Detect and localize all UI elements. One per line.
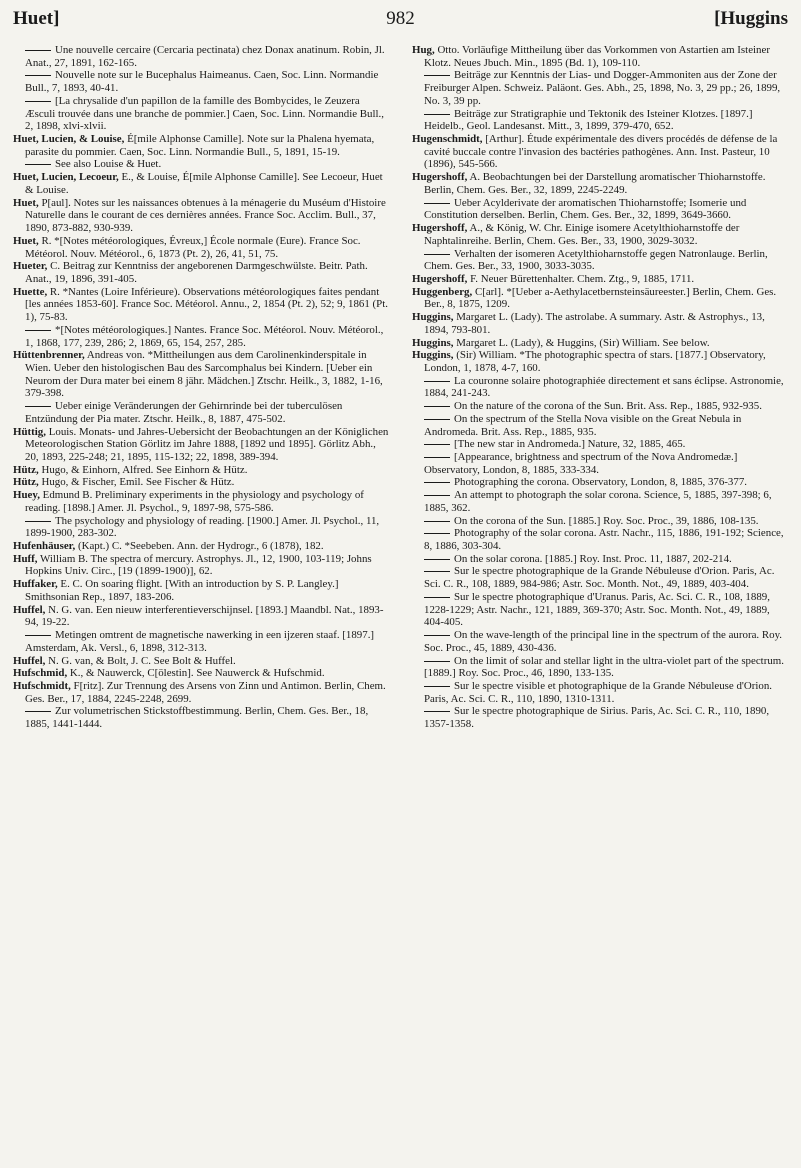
entry-citation: On the wave-length of the principal line in the spectrum of the aurora. Roy. Soc. Proc., 45, 1889, 430-436. bbox=[424, 629, 783, 654]
entry-citation: Louis. Monats- und Jahres-Uebersicht der Beobachtungen an der Königlichen Meteorologischen Station Görlitz im Jahre 1888, [1892 und 1895]. Görlitz Abh., 20, 1893, 225-248; 21, 1895, 115-132; 22, 1898, 389-394. bbox=[25, 425, 389, 463]
entry-author: Huffel, bbox=[13, 603, 46, 616]
entry-citation: N. G. van. Een nieuw interferentieverschijnsel. [1893.] Maandbl. Nat., 1893-94, 19-22. bbox=[25, 603, 384, 629]
entry-author: Hüttenbrenner, bbox=[13, 349, 85, 362]
entry-citation: Verhalten der isomeren Acetylthioharnstoffe gegen Natronlauge. Berlin, Chem. Ges. Ber., 33, 1900, 3033-3035. bbox=[424, 247, 768, 273]
repeat-author-dash bbox=[424, 521, 450, 522]
entry-citation: William B. The spectra of mercury. Astrophys. Jl., 12, 1900, 103-119; Johns Hopkins Univ. Circ., [19 (1899-1900)], 62. bbox=[25, 552, 372, 578]
entry-citation: Andreas von. *Mittheilungen aus dem Carolinenkinderspitale in Wien. Ueber den histologischen Bau des Sarcomphalus bei Kindern. [Ueber ein Neurom der Dura mater bei einem 8 jähr. Mädchen.] Ztschr. Heilk., 3, 1882, 1-16, 379-398. bbox=[25, 349, 383, 400]
entry-citation: Photographing the corona. Observatory, London, 8, 1885, 376-377. bbox=[454, 476, 747, 489]
entry-author: Hufschmidt, bbox=[13, 679, 71, 692]
entry-citation: An attempt to photograph the solar corona. Science, 5, 1885, 397-398; 6, 1885, 362. bbox=[424, 489, 772, 514]
bibliography-entry bbox=[412, 591, 792, 629]
bibliography-entry bbox=[13, 44, 389, 69]
bibliography-entry bbox=[13, 578, 389, 603]
repeat-author-dash bbox=[25, 711, 51, 712]
right-column bbox=[412, 44, 792, 731]
entry-author: Huggins, bbox=[412, 349, 454, 362]
bibliography-entry bbox=[412, 489, 792, 514]
repeat-author-dash bbox=[424, 571, 450, 572]
repeat-author-dash bbox=[25, 406, 51, 407]
bibliography-entry bbox=[13, 400, 389, 425]
entry-citation: Beiträge zur Stratigraphie und Tektonik des Isteiner Klotzes. [1897.] Heidelb., Geol. Landesanst. Mitt., 3, 1899, 379-470, 652. bbox=[424, 107, 753, 133]
header-left-term: Huet] bbox=[13, 8, 60, 29]
header-right-term: [Huggins bbox=[714, 8, 788, 29]
repeat-author-dash bbox=[25, 635, 51, 636]
entry-citation: P[aul]. Notes sur les naissances obtenues à la ménagerie du Muséum d'Histoire Naturelle dans le courant de ces dernières années. France Soc. Acclim. Bull., 37, 1890, 873-882, 930-939. bbox=[25, 196, 386, 235]
entry-citation: E. C. On soaring flight. [With an introduction by S. P. Langley.] Smithsonian Rep., 1897, 183-206. bbox=[25, 578, 339, 603]
bibliography-entry bbox=[412, 133, 792, 171]
entry-author: Hugershoff, bbox=[412, 272, 468, 285]
bibliography-entry bbox=[412, 476, 792, 489]
entry-citation: Une nouvelle cercaire (Cercaria pectinata) chez Donax anatinum. Robin, Jl. Anat., 27, 1891, 162-165. bbox=[25, 44, 385, 69]
entry-author: Huette, bbox=[13, 285, 48, 298]
bibliography-entry bbox=[13, 349, 389, 400]
bibliography-entry bbox=[13, 655, 389, 668]
entry-author: Hugershoff, bbox=[412, 222, 468, 235]
entry-citation: R. *Nantes (Loire Inférieure). Observations météorologiques faites pendant [les années 1853-60]. France Soc. Météorol. Annu., 2, 1854 (Pt. 2), 52; 9, 1861 (Pt. 1), 75-83. bbox=[25, 285, 388, 324]
bibliography-entry bbox=[13, 540, 389, 553]
bibliography-entry bbox=[412, 680, 792, 705]
repeat-author-dash bbox=[424, 635, 450, 636]
entry-citation: Metingen omtrent de magnetische nawerking in een ijzeren staaf. [1897.] Amsterdam, Ak. Versl., 6, 1898, 312-313. bbox=[25, 629, 375, 654]
repeat-author-dash bbox=[424, 406, 450, 407]
entry-citation: Sur le spectre photographique de la Grande Nébuleuse d'Orion. Paris, Ac. Sci. C. R., 108, 1889, 984-986; Astr. Soc. Month. Not., 49, 1889, 403-404. bbox=[424, 565, 775, 591]
entry-citation: Sur le spectre visible et photographique de la Grande Nébuleuse d'Orion. Paris, Ac. Sci. C. R., 110, 1890, 1310-1311. bbox=[424, 679, 772, 705]
bibliography-entry bbox=[412, 248, 792, 273]
bibliography-entry bbox=[13, 235, 389, 260]
entry-author: Hütz, bbox=[13, 463, 39, 476]
bibliography-entry bbox=[412, 349, 792, 374]
bibliography-entry bbox=[412, 273, 792, 286]
bibliography-entry bbox=[412, 44, 792, 69]
bibliography-entry bbox=[13, 95, 389, 133]
bibliography-entry bbox=[412, 400, 792, 413]
entry-author: Hufschmid, bbox=[13, 667, 68, 680]
bibliography-entry bbox=[412, 108, 792, 133]
repeat-author-dash bbox=[424, 75, 450, 76]
bibliography-entry bbox=[412, 629, 792, 654]
bibliography-entry bbox=[13, 604, 389, 629]
bibliography-entry bbox=[412, 69, 792, 107]
entry-citation: On the solar corona. [1885.] Roy. Inst. Proc. 11, 1887, 202-214. bbox=[454, 552, 732, 565]
entry-author: Huff, bbox=[13, 552, 38, 565]
entry-author: Huggenberg, bbox=[412, 285, 473, 298]
bibliography-entry bbox=[13, 667, 389, 680]
bibliography-entry bbox=[13, 324, 389, 349]
repeat-author-dash bbox=[424, 482, 450, 483]
entry-author: Huggins, bbox=[412, 336, 454, 349]
bibliography-entry bbox=[13, 286, 389, 324]
entry-citation: Sur le spectre photographique de Sirius. Paris, Ac. Sci. C. R., 110, 1890, 1357-1358. bbox=[424, 705, 770, 731]
entry-citation: Hugo, & Fischer, Emil. See Fischer & Hütz. bbox=[41, 476, 235, 489]
entry-citation: [The new star in Andromeda.] Nature, 32, 1885, 465. bbox=[454, 438, 686, 451]
entry-citation: Sur le spectre photographique d'Uranus. Paris, Ac. Sci. C. R., 108, 1889, 1228-1229; Astr. Nachr., 121, 1889, 369-370; Astr. Soc. Month. Not., 49, 1889, 404-405. bbox=[424, 590, 770, 629]
entry-author: Hüttig, bbox=[13, 425, 46, 438]
bibliography-entry bbox=[412, 705, 792, 730]
entry-citation: Zur volumetrischen Stickstoffbestimmung. Berlin, Chem. Ges. Ber., 18, 1885, 1441-1444. bbox=[25, 705, 369, 731]
entry-citation: On the spectrum of the Stella Nova visible on the Great Nebula in Andromeda. Brit. Ass. Rep., 1885, 935. bbox=[424, 412, 742, 438]
repeat-author-dash bbox=[25, 521, 51, 522]
bibliography-entry bbox=[13, 133, 389, 158]
bibliography-entry bbox=[412, 527, 792, 552]
bibliography-entry bbox=[13, 553, 389, 578]
entry-citation: (Kapt.) C. *Seebeben. Ann. der Hydrogr., 6 (1878), 182. bbox=[77, 540, 324, 553]
entry-author: Huffaker, bbox=[13, 578, 58, 591]
entry-citation: Otto. Vorläufige Mittheilung über das Vorkommen von Astartien am Isteiner Klotz. Neues Jbuch. Min., 1895 (Bd. 1), 109-110. bbox=[424, 44, 770, 69]
bibliography-entry bbox=[13, 426, 389, 464]
bibliography-entry bbox=[412, 286, 792, 311]
entry-citation: Ueber einige Veränderungen der Gehirnrinde bei der tuberculösen Entzündung der Pia mater. Ztschr. Heilk., 8, 1887, 475-502. bbox=[25, 400, 343, 425]
repeat-author-dash bbox=[424, 444, 450, 445]
bibliography-entry bbox=[412, 413, 792, 438]
entry-author: Hufenhäuser, bbox=[13, 540, 76, 553]
entry-citation: K., & Nauwerck, C[ölestin]. See Nauwerck & Hufschmid. bbox=[69, 667, 325, 680]
bibliography-entry bbox=[13, 69, 389, 94]
bibliography-entry bbox=[13, 680, 389, 705]
entry-citation: Edmund B. Preliminary experiments in the physiology and psychology of reading. [1898.] Amer. Jl. Psychol., 9, 1897-98, 575-586. bbox=[25, 489, 364, 514]
repeat-author-dash bbox=[424, 457, 450, 458]
entry-author: Hugershoff, bbox=[412, 171, 468, 184]
entry-citation: A. Beobachtungen bei der Darstellung aromatischer Thioharnstoffe. Berlin, Chem. Ges. Ber., 32, 1899, 2245-2249. bbox=[424, 171, 766, 196]
repeat-author-dash bbox=[25, 101, 51, 102]
bibliography-entry bbox=[13, 705, 389, 730]
entry-citation: On the corona of the Sun. [1885.] Roy. Soc. Proc., 39, 1886, 108-135. bbox=[454, 514, 759, 527]
entry-citation: [Appearance, brightness and spectrum of the Nova Andromedæ.] Observatory, London, 8, 1885, 333-334. bbox=[424, 451, 738, 476]
repeat-author-dash bbox=[424, 419, 450, 420]
bibliography-entry bbox=[412, 311, 792, 336]
page-number: 982 bbox=[386, 8, 415, 29]
entry-citation: N. G. van, & Bolt, J. C. See Bolt & Huffel. bbox=[48, 654, 236, 667]
bibliography-entry bbox=[13, 464, 389, 477]
repeat-author-dash bbox=[424, 661, 450, 662]
repeat-author-dash bbox=[424, 495, 450, 496]
bibliography-entry bbox=[412, 451, 792, 476]
entry-citation: La couronne solaire photographiée directement et sans éclipse. Astronomie, 1884, 241-243. bbox=[424, 374, 784, 400]
entry-author: Huggins, bbox=[412, 311, 454, 324]
bibliography-entry bbox=[412, 171, 792, 196]
entry-author: Hugenschmidt, bbox=[412, 133, 483, 146]
bibliography-entry bbox=[13, 629, 389, 654]
repeat-author-dash bbox=[424, 559, 450, 560]
bibliography-entry bbox=[13, 171, 389, 196]
bibliography-entry bbox=[412, 553, 792, 566]
entry-citation: [La chrysalide d'un papillon de la famille des Bombycides, le Zeuzera Æsculi trouvée dans une branche de pommier.] Caen, Soc. Linn. Normandie Bull., 2, 1898, xlvi-xlvii. bbox=[25, 94, 385, 133]
bibliography-entry bbox=[412, 565, 792, 590]
entry-author: Huey, bbox=[13, 489, 40, 502]
repeat-author-dash bbox=[424, 203, 450, 204]
entry-author: Hueter, bbox=[13, 260, 48, 273]
left-column bbox=[13, 44, 389, 731]
bibliography-entry bbox=[412, 222, 792, 247]
entry-author: Huet, Lucien, & Louise, bbox=[13, 133, 125, 146]
entry-author: Huffel, bbox=[13, 654, 46, 667]
entry-citation: Margaret L. (Lady). The astrolabe. A summary. Astr. & Astrophys., 13, 1894, 793-801. bbox=[424, 311, 765, 336]
repeat-author-dash bbox=[424, 381, 450, 382]
repeat-author-dash bbox=[424, 711, 450, 712]
entry-citation: C. Beitrag zur Kenntniss der angeborenen Darmgeschwülste. Beitr. Path. Anat., 19, 1896, 391-405. bbox=[25, 260, 368, 285]
entry-citation: *[Notes météorologiques.] Nantes. France Soc. Météorol. Nouv. Météorol., 1, 1868, 177, 239, 286; 2, 1869, 65, 154, 257, 285. bbox=[25, 323, 384, 349]
repeat-author-dash bbox=[25, 164, 51, 165]
entry-author: Huet, bbox=[13, 196, 39, 209]
entry-author: Huet, bbox=[13, 234, 39, 247]
repeat-author-dash bbox=[424, 533, 450, 534]
entry-citation: Beiträge zur Kenntnis der Lias- und Dogger-Ammoniten aus der Zone der Freiburger Alpen. Schweiz. Paläont. Ges. Abh., 25, 1898, No. 3, 29 pp.; 26, 1899, No. 3, 39 pp. bbox=[424, 69, 781, 107]
bibliography-entry bbox=[13, 197, 389, 235]
entry-citation: On the nature of the corona of the Sun. Brit. Ass. Rep., 1885, 932-935. bbox=[454, 400, 762, 413]
bibliography-entry bbox=[13, 158, 389, 171]
repeat-author-dash bbox=[25, 330, 51, 331]
entry-citation: (Sir) William. *The photographic spectra of stars. [1877.] Observatory, London, 1, 1878, 4-7, 160. bbox=[424, 349, 766, 374]
repeat-author-dash bbox=[424, 114, 450, 115]
entry-citation: On the limit of solar and stellar light in the ultra-violet part of the spectrum. [1889.] Roy. Soc. Proc., 46, 1890, 133-135. bbox=[424, 654, 784, 680]
bibliography-entry bbox=[412, 655, 792, 680]
repeat-author-dash bbox=[424, 686, 450, 687]
bibliography-entry bbox=[412, 438, 792, 451]
bibliography-entry bbox=[412, 197, 792, 222]
repeat-author-dash bbox=[25, 75, 51, 76]
entry-citation: A., & König, W. Chr. Einige isomere Acetylthioharnstoffe der Naphtalinreihe. Berlin, Chem. Ges. Ber., 33, 1900, 3029-3032. bbox=[424, 222, 740, 247]
bibliography-entry bbox=[13, 515, 389, 540]
entry-citation: R. *[Notes météorologiques, Évreux,] École normale (Eure). France Soc. Météorol. Nouv. Météorol., 6, 1873 (Pt. 2), 26, 41, 51, 75. bbox=[25, 234, 361, 260]
repeat-author-dash bbox=[424, 254, 450, 255]
entry-author: Hug, bbox=[412, 44, 435, 56]
entry-citation: Margaret L. (Lady), & Huggins, (Sir) William. See below. bbox=[456, 336, 710, 349]
entry-citation: C[arl]. *[Ueber a-Aethylacetbernsteinsäureester.] Berlin, Chem. Ges. Ber., 8, 1875, 1209. bbox=[424, 285, 777, 311]
entry-citation: E., & Louise, É[mile Alphonse Camille]. See Lecoeur, Huet & Louise. bbox=[25, 171, 383, 196]
bibliography-entry bbox=[13, 489, 389, 514]
entry-author: Hütz, bbox=[13, 476, 39, 489]
entry-citation: Nouvelle note sur le Bucephalus Haimeanus. Caen, Soc. Linn. Normandie Bull., 7, 1893, 40-41. bbox=[25, 69, 379, 95]
bibliography-entry bbox=[412, 515, 792, 528]
entry-citation: Photography of the solar corona. Astr. Nachr., 115, 1886, 191-192; Science, 8, 1886, 303-304. bbox=[424, 527, 784, 553]
bibliography-entry bbox=[412, 337, 792, 350]
entry-citation: The psychology and physiology of reading. [1900.] Amer. Jl. Psychol., 11, 1899-1900, 283-302. bbox=[25, 514, 380, 540]
repeat-author-dash bbox=[25, 50, 51, 51]
entry-citation: F. Neuer Bürettenhalter. Chem. Ztg., 9, 1885, 1711. bbox=[470, 272, 695, 285]
entry-citation: Ueber Acylderivate der aromatischen Thioharnstoffe; Isomerie und Constitution derselben. Berlin, Chem. Ges. Ber., 32, 1899, 3649-3660. bbox=[424, 196, 747, 222]
bibliography-entry bbox=[412, 375, 792, 400]
repeat-author-dash bbox=[424, 597, 450, 598]
entry-citation: É[mile Alphonse Camille]. Note sur la Phalena hyemata, parasite du pommier. Caen, Soc. Linn. Normandie Bull., 5, 1891, 15-19. bbox=[25, 133, 375, 158]
entry-citation: See also Louise & Huet. bbox=[55, 158, 162, 171]
bibliography-entry bbox=[13, 260, 389, 285]
entry-author: Huet, Lucien, Lecoeur, bbox=[13, 171, 119, 184]
entry-citation: Hugo, & Einhorn, Alfred. See Einhorn & Hütz. bbox=[41, 463, 248, 476]
bibliography-entry bbox=[13, 476, 389, 489]
entry-citation: [Arthur]. Étude expérimentale des divers procédés de défense de la cavité buccale contre l'invasion des bactéries pathogènes. Ann. Inst. Pasteur, 10 (1896), 545-566. bbox=[424, 133, 778, 171]
entry-citation: F[ritz]. Zur Trennung des Arsens von Zinn und Antimon. Berlin, Chem. Ges. Ber., 17, 1884, 2245-2248, 2699. bbox=[25, 679, 386, 705]
page-header bbox=[13, 8, 788, 34]
